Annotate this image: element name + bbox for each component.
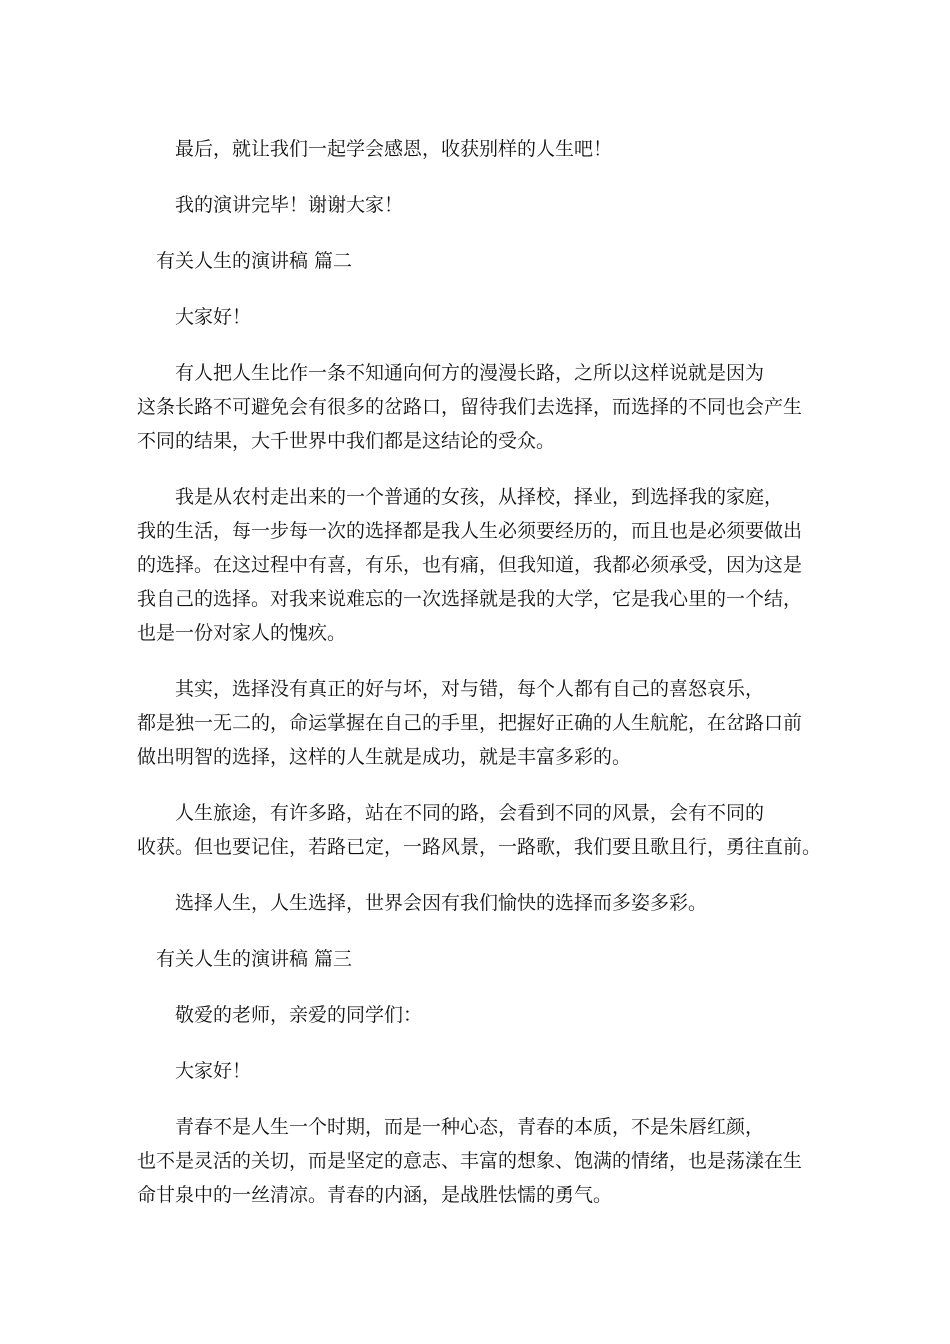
paragraph (137, 886, 823, 920)
paragraph (137, 998, 823, 1032)
paragraph-line: 也是一份对家人的愧疚。 (137, 622, 347, 644)
paragraph (137, 480, 823, 650)
paragraph-line: 我的生活，每一步每一次的选择都是我人生必须要经历的，而且也是必须要做出 (137, 520, 803, 542)
section-heading: 有关人生的演讲稿 篇三 (156, 948, 353, 970)
paragraph-line: 做出明智的选择，这样的人生就是成功，就是丰富多彩的。 (137, 746, 632, 768)
paragraph (137, 356, 823, 458)
paragraph (137, 188, 823, 222)
paragraph-line: 其实，选择没有真正的好与坏，对与错，每个人都有自己的喜怒哀乐， (175, 678, 765, 700)
paragraph-line: 选择人生，人生选择，世界会因有我们愉快的选择而多姿多彩。 (175, 892, 708, 914)
paragraph-line: 青春不是人生一个时期，而是一种心态，青春的本质，不是朱唇红颜， (175, 1116, 765, 1138)
paragraph-line: 我是从农村走出来的一个普通的女孩，从择校，择业，到选择我的家庭， (175, 486, 784, 508)
paragraph-line: 都是独一无二的，命运掌握在自己的手里，把握好正确的人生航舵，在岔路口前 (137, 712, 803, 734)
paragraph-line: 最后，就让我们一起学会感恩，收获别样的人生吧！ (175, 138, 613, 160)
paragraph-line: 也不是灵活的关切，而是坚定的意志、丰富的想象、饱满的情绪，也是荡漾在生 (137, 1150, 803, 1172)
document-body (137, 132, 823, 1234)
paragraph-line: 我的演讲完毕！谢谢大家！ (175, 194, 404, 216)
paragraph (137, 672, 823, 774)
paragraph-line: 人生旅途，有许多路，站在不同的路，会看到不同的风景，会有不同的 (175, 802, 765, 824)
paragraph-line: 的选择。在这过程中有喜，有乐，也有痛，但我知道，我都必须承受，因为这是 (137, 554, 803, 576)
paragraph-line: 大家好！ (175, 1060, 252, 1082)
paragraph-line: 不同的结果，大千世界中我们都是这结论的受众。 (137, 430, 556, 452)
paragraph-line: 这条长路不可避免会有很多的岔路口，留待我们去选择，而选择的不同也会产生 (137, 396, 803, 418)
paragraph (137, 1054, 823, 1088)
paragraph (137, 796, 823, 864)
paragraph (137, 300, 823, 334)
paragraph-line: 我自己的选择。对我来说难忘的一次选择就是我的大学，它是我心里的一个结， (137, 588, 803, 610)
paragraph-line: 有人把人生比作一条不知通向何方的漫漫长路，之所以这样说就是因为 (175, 362, 765, 384)
section-heading: 有关人生的演讲稿 篇二 (156, 250, 353, 272)
paragraph-line: 收获。但也要记住，若路已定，一路风景，一路歌，我们要且歌且行，勇往直前。 (137, 836, 822, 858)
paragraph-line: 大家好！ (175, 306, 252, 328)
paragraph-line: 敬爱的老师，亲爱的同学们： (175, 1004, 423, 1026)
paragraph (137, 1110, 823, 1212)
paragraph (137, 132, 823, 166)
paragraph-line: 命甘泉中的一丝清凉。青春的内涵，是战胜怯懦的勇气。 (137, 1184, 613, 1206)
